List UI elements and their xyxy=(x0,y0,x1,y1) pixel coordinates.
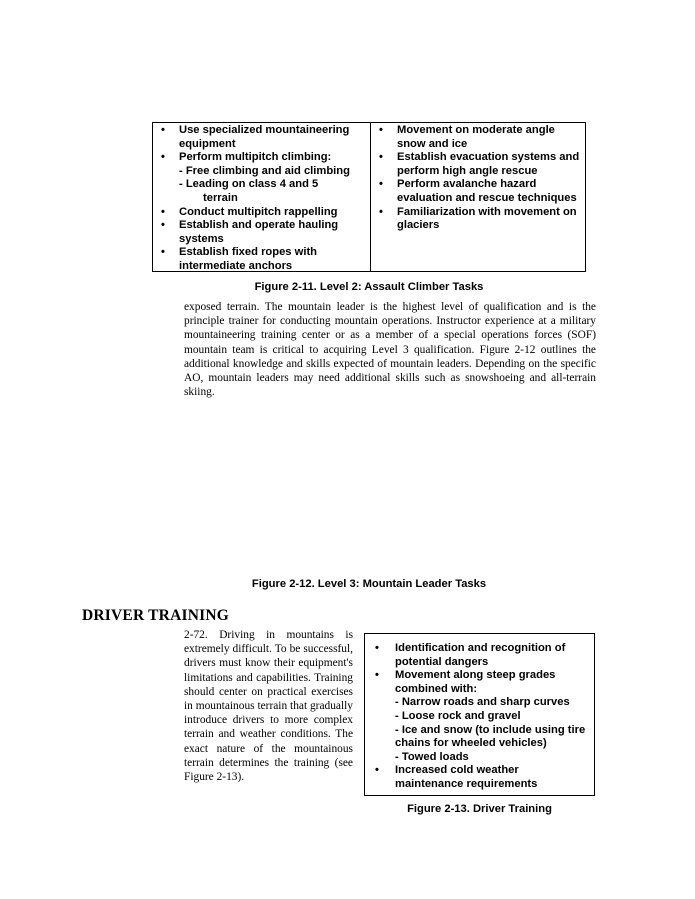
task-item xyxy=(375,151,581,178)
bullet-icon: • xyxy=(161,205,165,218)
bullet-icon: • xyxy=(379,178,383,191)
task-item xyxy=(375,124,581,151)
task-text: Use specialized mountaineering equipment xyxy=(179,124,350,150)
task-sub-item xyxy=(369,724,590,751)
body-paragraph: exposed terrain. The mountain leader is the highest level of qualification and is the principle trainer for conducting mountain operations. Instructor experience at a military mountaineering training center or as a member of a special operations forces (SOF) mountain team is critical to acquiring Level 3 qualification. Figure 2-12 outlines the additional knowledge and skills expected of mountain leaders. Depending on the specific AO, mountain leaders may need additional skills such as snowshoeing and all-terrain skiing. xyxy=(184,301,596,399)
task-text: Identification and recognition of potential dangers xyxy=(395,642,566,668)
task-sub-item xyxy=(157,165,366,179)
bullet-icon: • xyxy=(379,124,383,136)
task-list-right xyxy=(375,124,581,233)
task-text: - Loose rock and gravel xyxy=(395,709,521,722)
bullet-icon: • xyxy=(161,124,165,136)
task-text: Movement on moderate angle snow and ice xyxy=(397,124,555,150)
task-text: Conduct multipitch rappelling xyxy=(179,205,338,218)
section-heading-driver-training: DRIVER TRAINING xyxy=(82,607,229,624)
driver-training-paragraph: 2-72. Driving in mountains is extremely difficult. To be successful, drivers must know their equipment's limitations and capabilities. Training should center on practical exercises in mountainous terrain that gradually introduce drivers to more complex terrain and weather conditions. The exact nature of the mountainous terrain determines the training (see Figure 2-13). xyxy=(184,629,353,784)
task-text: Establish fixed ropes with intermediate anchors xyxy=(179,246,318,272)
task-sub-item xyxy=(157,178,366,192)
figure-2-11-caption: Figure 2-11. Level 2: Assault Climber Tasks xyxy=(254,281,484,293)
figure-2-11-left-column xyxy=(153,123,371,271)
task-item xyxy=(369,764,590,791)
task-sub-item xyxy=(369,710,590,724)
task-item xyxy=(157,124,366,151)
figure-2-12-caption: Figure 2-12. Level 3: Mountain Leader Tasks xyxy=(251,578,487,590)
task-text: - Ice and snow (to include using tire chains for wheeled vehicles) xyxy=(395,723,586,750)
task-item xyxy=(375,206,581,233)
bullet-icon: • xyxy=(379,151,383,164)
driver-training-task-list xyxy=(369,642,590,792)
task-text: - Leading on class 4 and 5 xyxy=(179,178,319,191)
task-text: Perform avalanche hazard evaluation and rescue techniques xyxy=(397,178,577,204)
task-list-left xyxy=(157,124,366,274)
task-sub-item xyxy=(369,751,590,765)
bullet-icon: • xyxy=(375,764,379,777)
bullet-icon: • xyxy=(379,205,383,218)
figure-2-13-caption: Figure 2-13. Driver Training xyxy=(407,803,552,815)
task-text: Establish and operate hauling systems xyxy=(179,219,339,245)
bullet-icon: • xyxy=(161,246,165,259)
task-text: Increased cold weather maintenance requirements xyxy=(395,764,538,790)
task-text: Movement along steep grades combined with: xyxy=(395,669,556,695)
bullet-icon: • xyxy=(161,219,165,232)
task-item xyxy=(369,642,590,669)
figure-2-13-box xyxy=(364,633,595,796)
figure-2-11-right-column xyxy=(371,123,585,271)
figure-2-11-table xyxy=(152,122,586,272)
task-text: Perform multipitch climbing: xyxy=(179,151,332,164)
task-text: - Towed loads xyxy=(395,750,469,763)
task-text: - Narrow roads and sharp curves xyxy=(395,696,570,709)
task-item xyxy=(157,206,366,220)
bullet-icon: • xyxy=(375,669,379,682)
task-item xyxy=(157,219,366,246)
task-item xyxy=(375,178,581,205)
task-item xyxy=(369,669,590,696)
bullet-icon: • xyxy=(375,642,379,654)
task-item xyxy=(157,151,366,165)
task-sub-item xyxy=(369,696,590,710)
bullet-icon: • xyxy=(161,151,165,164)
task-text: - Free climbing and aid climbing xyxy=(179,164,350,177)
task-text: terrain xyxy=(203,191,238,204)
task-item xyxy=(157,246,366,273)
task-sub-item xyxy=(157,192,366,206)
task-text: Familiarization with movement on glaciers xyxy=(397,205,577,232)
task-text: Establish evacuation systems and perform high angle rescue xyxy=(397,151,580,177)
